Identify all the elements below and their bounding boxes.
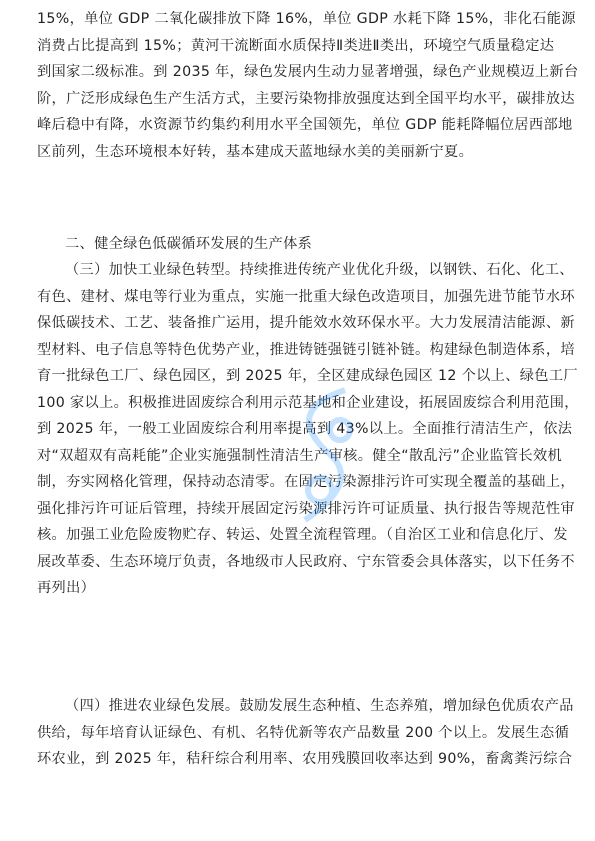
text-line: 消费占比提高到 15%；黄河干流断面水质保持Ⅱ类进Ⅱ类出，环境空气质量稳定达 <box>37 37 555 54</box>
text-line: 区前列，生态环境根本好转，基本建成天蓝地绿水美的美丽新宁夏。 <box>37 143 474 160</box>
text-line: 峰后稳中有降，水资源节约集约利用水平全国领先，单位 GDP 能耗降幅位居西部地 <box>37 117 573 133</box>
paragraph-industry <box>37 257 579 602</box>
text-line: 有色、建材、煤电等行业为重点，实施一批重大绿色改造项目，加强先进节能节水环 <box>37 288 575 305</box>
text-line: 15%，单位 GDP 二氧化碳排放下降 16%，单位 GDP 水耗下降 15%，非化石能源 <box>37 11 576 27</box>
text-line: 100 家以上。积极推进固废综合利用示范基地和企业建设，拓展固废综合利用范围， <box>37 394 579 411</box>
text-line: （四）推进农业绿色发展。鼓励发展生态种植、生态养殖，增加绿色优质农产品 <box>65 698 574 714</box>
text-line: 育一批绿色工厂、绿色园区，到 2025 年，全区建成绿色园区 12 个以上、绿色工厂 <box>37 368 578 384</box>
paragraph-agriculture <box>37 693 574 773</box>
text-line: 展改革委、生态环境厅负责，各地级市人民政府、宁东管委会具体落实，以下任务不 <box>37 553 575 570</box>
text-line: 到 2025 年，一般工业固废综合利用率提高到 43%以上。全面推行清洁生产，依法 <box>37 421 573 437</box>
section-heading: 二、健全绿色低碳循环发展的生产体系 <box>65 236 313 252</box>
text-line: 再列出） <box>37 580 96 596</box>
text-line: 供给，每年培育认证绿色、有机、名特优新等农产品数量 200 个以上。发展生态循 <box>37 724 570 741</box>
text-line: 环农业，到 2025 年，秸秆综合利用率、农用残膜回收率达到 90%，畜禽粪污综合 <box>37 751 573 767</box>
text-line: （三）加快工业绿色转型。持续推进传统产业优化升级，以钢铁、石化、化工、 <box>65 262 574 278</box>
text-line: 保低碳技术、工艺、装备推广运用，提升能效水效环保水平。大力发展清洁能源、新 <box>37 315 575 331</box>
text-line: 到国家二级标准。到 2035 年，绿色发展内生动力显著增强，绿色产业规模迈上新台 <box>37 64 579 80</box>
paragraph-goals <box>37 6 579 165</box>
text-line: 对“双超双有高耗能”企业实施强制性清洁生产审核。健全“散乱污”企业监管长效机 <box>37 447 563 464</box>
text-line: 制，夯实网格化管理，保持动态清零。在固定污染源排污许可实现全覆盖的基础上， <box>37 474 575 490</box>
text-line: 阶，广泛形成绿色生产生活方式，主要污染物排放强度达到全国平均水平，碳排放达 <box>37 90 575 107</box>
text-line: 型材料、电子信息等特色优势产业，推进铸链强链引链补链。构建绿色制造体系，培 <box>37 341 575 358</box>
text-line: 核。加强工业危险废物贮存、转运、处置全流程管理。（自治区工业和信息化厅、发 <box>37 527 568 543</box>
text-line: 强化排污许可证后管理，持续开展固定污染源排污许可证质量、执行报告等规范性审 <box>37 500 575 517</box>
